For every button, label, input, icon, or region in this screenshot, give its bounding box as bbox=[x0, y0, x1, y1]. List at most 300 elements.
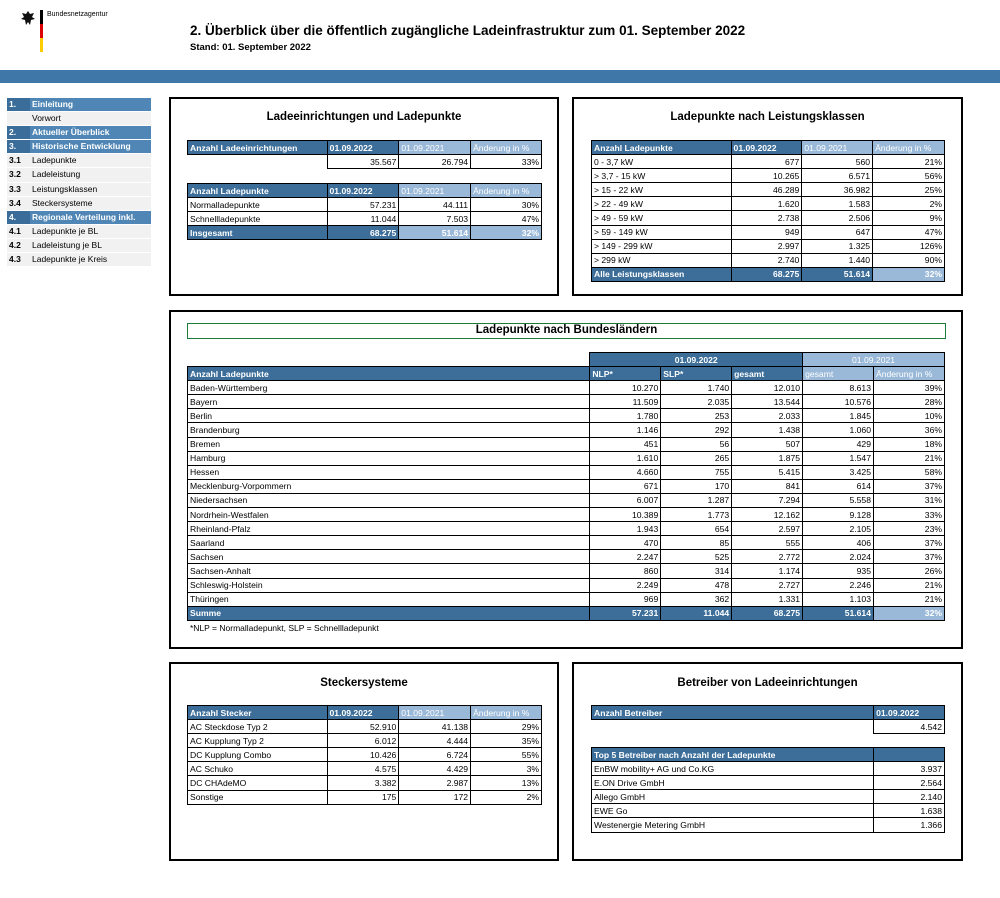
table-row bbox=[592, 225, 945, 239]
value-cell: 1.875 bbox=[732, 451, 803, 465]
value-cell: 175 bbox=[327, 790, 399, 804]
nav-item-number bbox=[7, 112, 30, 125]
table-row bbox=[188, 198, 542, 212]
table-row bbox=[188, 790, 542, 804]
column-header: 01.09.2021 bbox=[399, 184, 471, 198]
value-cell: 2.727 bbox=[732, 578, 803, 592]
table-row bbox=[188, 395, 945, 409]
nav-item-label: Ladepunkte bbox=[32, 155, 77, 166]
value-cell: 614 bbox=[803, 479, 874, 493]
table-row bbox=[188, 423, 945, 437]
nav-item-label: Ladeleistung je BL bbox=[32, 239, 102, 250]
row-label: Schleswig-Holstein bbox=[188, 578, 590, 592]
date-header-row bbox=[188, 353, 945, 367]
row-label: Bremen bbox=[188, 437, 590, 451]
value-cell: 1.103 bbox=[803, 592, 874, 606]
row-label: > 15 - 22 kW bbox=[592, 183, 732, 197]
table-row bbox=[592, 720, 945, 734]
value-cell: 36% bbox=[873, 423, 944, 437]
value-cell: 2.247 bbox=[590, 550, 661, 564]
value-cell: 314 bbox=[661, 564, 732, 578]
table-row bbox=[188, 155, 542, 169]
value-cell: 44.111 bbox=[399, 198, 471, 212]
column-header: NLP* bbox=[590, 367, 661, 381]
value-cell: 11.044 bbox=[327, 212, 399, 226]
value-cell: 8.613 bbox=[803, 381, 874, 395]
total-row bbox=[592, 267, 945, 281]
value-cell: 2.249 bbox=[590, 578, 661, 592]
value-cell: 1.780 bbox=[590, 409, 661, 423]
value-cell: 30% bbox=[471, 198, 542, 212]
value-cell: 3.937 bbox=[874, 762, 945, 776]
value-cell: 10.265 bbox=[731, 169, 802, 183]
row-label: Sonstige bbox=[188, 790, 328, 804]
row-label: Bayern bbox=[188, 395, 590, 409]
row-label: > 59 - 149 kW bbox=[592, 225, 732, 239]
value-cell: 677 bbox=[731, 155, 802, 169]
row-label: Nordrhein-Westfalen bbox=[188, 508, 590, 522]
value-cell: 1.060 bbox=[803, 423, 874, 437]
value-cell: 47% bbox=[471, 212, 542, 226]
value-cell: 12.162 bbox=[732, 508, 803, 522]
value-cell: 35% bbox=[471, 734, 542, 748]
sidebar-nav bbox=[7, 98, 151, 267]
row-label: Sachsen bbox=[188, 550, 590, 564]
value-cell: 29% bbox=[471, 720, 542, 734]
table-row bbox=[188, 762, 542, 776]
table-row bbox=[188, 508, 945, 522]
eagle-icon bbox=[20, 10, 36, 28]
row-label: > 299 kW bbox=[592, 253, 732, 267]
value-cell: 4.444 bbox=[399, 734, 471, 748]
nav-item-number: 3.1 bbox=[9, 155, 21, 166]
row-label: Sachsen-Anhalt bbox=[188, 564, 590, 578]
nav-item-label: Ladepunkte je BL bbox=[32, 225, 99, 236]
value-cell: 10.576 bbox=[803, 395, 874, 409]
value-cell: 2.597 bbox=[732, 522, 803, 536]
column-header: gesamt bbox=[732, 367, 803, 381]
empty-cell bbox=[188, 155, 328, 169]
nav-item-label: Ladepunkte je Kreis bbox=[32, 254, 108, 265]
nav-item-3-2[interactable] bbox=[7, 168, 151, 182]
nav-item-number: 3.3 bbox=[9, 183, 21, 194]
table-header-row bbox=[188, 706, 542, 720]
table-row bbox=[188, 720, 542, 734]
row-label: E.ON Drive GmbH bbox=[592, 776, 874, 790]
value-cell: 647 bbox=[802, 225, 873, 239]
value-cell: 21% bbox=[873, 155, 945, 169]
value-cell: 362 bbox=[661, 592, 732, 606]
value-cell: 21% bbox=[873, 578, 944, 592]
column-header: Anzahl Betreiber bbox=[592, 706, 874, 720]
panel-title-leistungsklassen: Ladepunkte nach Leistungsklassen bbox=[670, 111, 865, 123]
total-value: 68.275 bbox=[731, 267, 802, 281]
table-row bbox=[188, 536, 945, 550]
table-row bbox=[592, 804, 945, 818]
nav-item-4-[interactable] bbox=[7, 211, 151, 225]
row-label: Saarland bbox=[188, 536, 590, 550]
row-label: > 22 - 49 kW bbox=[592, 197, 732, 211]
value-cell: 1.773 bbox=[661, 508, 732, 522]
table-header-row bbox=[188, 367, 945, 381]
value-cell: 2.738 bbox=[731, 211, 802, 225]
column-header: Änderung in % bbox=[873, 367, 944, 381]
row-label: Berlin bbox=[188, 409, 590, 423]
value-cell: 7.294 bbox=[732, 493, 803, 507]
value-cell: 2.105 bbox=[803, 522, 874, 536]
value-cell: 429 bbox=[803, 437, 874, 451]
column-header: 01.09.2022 bbox=[327, 706, 399, 720]
table-row bbox=[188, 522, 945, 536]
value-cell: 1.610 bbox=[590, 451, 661, 465]
table-row bbox=[188, 748, 542, 762]
total-row bbox=[188, 226, 542, 240]
value-cell: 26% bbox=[873, 564, 944, 578]
value-cell: 654 bbox=[661, 522, 732, 536]
value-cell: 478 bbox=[661, 578, 732, 592]
value-cell: 9% bbox=[873, 211, 945, 225]
org-name: Bundesnetzagentur bbox=[47, 11, 108, 18]
value-cell: 860 bbox=[590, 564, 661, 578]
nav-item-4-3[interactable] bbox=[7, 253, 151, 267]
nav-item-label: Historische Entwicklung bbox=[30, 140, 151, 153]
value-cell: 172 bbox=[399, 790, 471, 804]
table-ladeeinrichtungen bbox=[187, 140, 542, 169]
value-cell: 1.740 bbox=[661, 381, 732, 395]
value-cell: 2.740 bbox=[731, 253, 802, 267]
total-label: Summe bbox=[188, 606, 590, 620]
value-cell: 25% bbox=[873, 183, 945, 197]
column-header: Anzahl Ladepunkte bbox=[592, 141, 732, 155]
row-label: Mecklenburg-Vorpommern bbox=[188, 479, 590, 493]
value-cell: 170 bbox=[661, 479, 732, 493]
table-row bbox=[188, 381, 945, 395]
value-cell: 560 bbox=[802, 155, 873, 169]
date-2022-header: 01.09.2022 bbox=[590, 353, 803, 367]
column-header: 01.09.2021 bbox=[399, 141, 471, 155]
value-cell: 1.943 bbox=[590, 522, 661, 536]
nav-item-number: 3. bbox=[9, 141, 17, 152]
total-value: 32% bbox=[873, 267, 945, 281]
value-cell: 33% bbox=[471, 155, 542, 169]
nav-item-number: 4.1 bbox=[9, 225, 21, 236]
page-subtitle: Stand: 01. September 2022 bbox=[190, 42, 311, 53]
table-ladepunkte bbox=[187, 183, 542, 240]
value-cell: 3.382 bbox=[327, 776, 399, 790]
value-cell: 1.547 bbox=[803, 451, 874, 465]
column-header: 01.09.2022 bbox=[327, 184, 399, 198]
bnetza-logo bbox=[20, 10, 140, 60]
nav-item-4-2[interactable] bbox=[7, 239, 151, 253]
table-row bbox=[188, 493, 945, 507]
value-cell: 1.583 bbox=[802, 197, 873, 211]
column-header: Top 5 Betreiber nach Anzahl der Ladepunkte bbox=[592, 748, 874, 762]
value-cell: 33% bbox=[873, 508, 944, 522]
row-label: Rheinland-Pfalz bbox=[188, 522, 590, 536]
nav-item-label: Einleitung bbox=[30, 98, 151, 111]
value-cell: 935 bbox=[803, 564, 874, 578]
value-cell: 37% bbox=[873, 550, 944, 564]
value-cell: 671 bbox=[590, 479, 661, 493]
column-header: gesamt bbox=[803, 367, 874, 381]
value-cell: 292 bbox=[661, 423, 732, 437]
row-label: Hamburg bbox=[188, 451, 590, 465]
row-label: Niedersachsen bbox=[188, 493, 590, 507]
nav-item-number: 2. bbox=[9, 127, 17, 138]
total-value: 32% bbox=[873, 606, 944, 620]
value-cell: 4.575 bbox=[327, 762, 399, 776]
nav-item-3-1[interactable] bbox=[7, 154, 151, 168]
table-row bbox=[188, 479, 945, 493]
table-row bbox=[188, 592, 945, 606]
total-value: 68.275 bbox=[732, 606, 803, 620]
column-header: SLP* bbox=[661, 367, 732, 381]
row-label: AC Steckdose Typ 2 bbox=[188, 720, 328, 734]
panel-title-bundeslaender: Ladepunkte nach Bundesländern bbox=[475, 324, 658, 336]
flag-stripes bbox=[40, 10, 43, 52]
nav-item-label: Vorwort bbox=[32, 113, 61, 124]
column-header: Änderung in % bbox=[873, 141, 945, 155]
nav-item-number: 4.3 bbox=[9, 254, 21, 265]
table-bundeslaender bbox=[187, 352, 945, 621]
row-label: Schnellladepunkte bbox=[188, 212, 328, 226]
value-cell: 21% bbox=[873, 592, 944, 606]
value-cell: 31% bbox=[873, 493, 944, 507]
value-cell: 6.012 bbox=[327, 734, 399, 748]
table-row bbox=[188, 437, 945, 451]
table-row bbox=[188, 465, 945, 479]
table-row bbox=[592, 155, 945, 169]
total-value: 51.614 bbox=[803, 606, 874, 620]
column-header: Anzahl Ladepunkte bbox=[188, 184, 328, 198]
value-cell: 85 bbox=[661, 536, 732, 550]
value-cell: 1.174 bbox=[732, 564, 803, 578]
value-cell: 37% bbox=[873, 479, 944, 493]
row-label: 0 - 3,7 kW bbox=[592, 155, 732, 169]
value-cell: 4.660 bbox=[590, 465, 661, 479]
page-title: 2. Überblick über die öffentlich zugängliche Ladeinfrastruktur zum 01. September 2022 bbox=[190, 23, 746, 38]
empty-cell bbox=[592, 720, 874, 734]
total-row bbox=[188, 606, 945, 620]
value-cell: 969 bbox=[590, 592, 661, 606]
column-header: 01.09.2021 bbox=[802, 141, 873, 155]
value-cell: 2.033 bbox=[732, 409, 803, 423]
table-row bbox=[592, 211, 945, 225]
nav-item-4-1[interactable] bbox=[7, 225, 151, 239]
value-cell: 2.246 bbox=[803, 578, 874, 592]
table-leistungsklassen bbox=[591, 140, 945, 282]
value-cell: 36.982 bbox=[802, 183, 873, 197]
value-cell: 841 bbox=[732, 479, 803, 493]
row-label: EnBW mobility+ AG und Co.KG bbox=[592, 762, 874, 776]
total-label: Alle Leistungsklassen bbox=[592, 267, 732, 281]
value-cell: 52.910 bbox=[327, 720, 399, 734]
table-betreiber-top5 bbox=[591, 747, 945, 833]
value-cell: 90% bbox=[873, 253, 945, 267]
value-cell: 2.564 bbox=[874, 776, 945, 790]
row-label: Normalladepunkte bbox=[188, 198, 328, 212]
table-header-row bbox=[188, 184, 542, 198]
column-header: 01.09.2022 bbox=[327, 141, 399, 155]
value-cell: 2.024 bbox=[803, 550, 874, 564]
value-cell: 406 bbox=[803, 536, 874, 550]
row-label: AC Kupplung Typ 2 bbox=[188, 734, 328, 748]
value-cell: 37% bbox=[873, 536, 944, 550]
value-cell: 2.997 bbox=[731, 239, 802, 253]
value-cell: 1.620 bbox=[731, 197, 802, 211]
row-label: Hessen bbox=[188, 465, 590, 479]
row-label: Westenergie Metering GmbH bbox=[592, 818, 874, 832]
row-label: Baden-Württemberg bbox=[188, 381, 590, 395]
table-row bbox=[592, 183, 945, 197]
table-row bbox=[592, 253, 945, 267]
row-label: > 49 - 59 kW bbox=[592, 211, 732, 225]
value-cell: 949 bbox=[731, 225, 802, 239]
value-cell: 1.845 bbox=[803, 409, 874, 423]
footnote: *NLP = Normalladepunkt, SLP = Schnellladepunkt bbox=[190, 623, 379, 633]
empty-cell bbox=[188, 353, 590, 367]
nav-item-label: Leistungsklassen bbox=[32, 183, 98, 194]
nav-item-number: 3.2 bbox=[9, 169, 21, 180]
column-header: Änderung in % bbox=[471, 706, 542, 720]
value-cell: 18% bbox=[873, 437, 944, 451]
value-cell: 11.509 bbox=[590, 395, 661, 409]
value-cell: 28% bbox=[873, 395, 944, 409]
table-row bbox=[592, 818, 945, 832]
value-cell: 12.010 bbox=[732, 381, 803, 395]
value-cell: 56 bbox=[661, 437, 732, 451]
value-cell: 13.544 bbox=[732, 395, 803, 409]
table-row bbox=[188, 776, 542, 790]
value-cell: 56% bbox=[873, 169, 945, 183]
value-cell: 9.128 bbox=[803, 508, 874, 522]
column-header: Anzahl Stecker bbox=[188, 706, 328, 720]
column-header: Anzahl Ladeeinrichtungen bbox=[188, 141, 328, 155]
table-steckersysteme bbox=[187, 705, 542, 805]
nav-item-vorwort[interactable] bbox=[7, 112, 151, 126]
column-header bbox=[874, 748, 945, 762]
table-row bbox=[592, 169, 945, 183]
header-band bbox=[0, 70, 1000, 83]
value-cell: 21% bbox=[873, 451, 944, 465]
table-row bbox=[188, 564, 945, 578]
nav-item-label: Ladeleistung bbox=[32, 169, 81, 180]
value-cell: 1.366 bbox=[874, 818, 945, 832]
nav-item-2-[interactable] bbox=[7, 126, 151, 140]
total-label: Insgesamt bbox=[188, 226, 328, 240]
nav-item-number: 4.2 bbox=[9, 239, 21, 250]
value-cell: 253 bbox=[661, 409, 732, 423]
row-label: Allego GmbH bbox=[592, 790, 874, 804]
value-cell: 507 bbox=[732, 437, 803, 451]
nav-item-3-[interactable] bbox=[7, 140, 151, 154]
value-cell: 2% bbox=[873, 197, 945, 211]
nav-item-label: Regionale Verteilung inkl. bbox=[30, 211, 151, 224]
column-header: Anzahl Ladepunkte bbox=[188, 367, 590, 381]
total-value: 68.275 bbox=[327, 226, 399, 240]
value-cell: 1.146 bbox=[590, 423, 661, 437]
date-2021-header: 01.09.2021 bbox=[803, 353, 945, 367]
value-cell: 10% bbox=[873, 409, 944, 423]
nav-item-number: 3.4 bbox=[9, 197, 21, 208]
table-betreiber-anzahl bbox=[591, 705, 945, 734]
value-cell: 2.140 bbox=[874, 790, 945, 804]
table-row bbox=[592, 790, 945, 804]
value-cell: 5.558 bbox=[803, 493, 874, 507]
panel-title-steckersysteme: Steckersysteme bbox=[320, 677, 408, 689]
value-cell: 3.425 bbox=[803, 465, 874, 479]
column-header: 01.09.2021 bbox=[399, 706, 471, 720]
value-cell: 555 bbox=[732, 536, 803, 550]
value-cell: 2.506 bbox=[802, 211, 873, 225]
row-label: Thüringen bbox=[188, 592, 590, 606]
table-header-row bbox=[592, 141, 945, 155]
value-cell: 6.724 bbox=[399, 748, 471, 762]
total-value: 51.614 bbox=[399, 226, 471, 240]
column-header: Änderung in % bbox=[471, 184, 542, 198]
value-cell: 10.389 bbox=[590, 508, 661, 522]
table-row bbox=[592, 762, 945, 776]
nav-item-1-[interactable] bbox=[7, 98, 151, 112]
total-value: 51.614 bbox=[802, 267, 873, 281]
row-label: DC Kupplung Combo bbox=[188, 748, 328, 762]
value-cell: 451 bbox=[590, 437, 661, 451]
value-cell: 525 bbox=[661, 550, 732, 564]
value-cell: 2.035 bbox=[661, 395, 732, 409]
row-label: AC Schuko bbox=[188, 762, 328, 776]
nav-item-number: 4. bbox=[9, 211, 17, 222]
row-label: > 149 - 299 kW bbox=[592, 239, 732, 253]
value-cell: 10.426 bbox=[327, 748, 399, 762]
value-cell: 23% bbox=[873, 522, 944, 536]
value-cell: 10.270 bbox=[590, 381, 661, 395]
value-cell: 1.325 bbox=[802, 239, 873, 253]
nav-item-3-4[interactable] bbox=[7, 197, 151, 211]
value-cell: 7.503 bbox=[399, 212, 471, 226]
table-row bbox=[188, 212, 542, 226]
value-cell: 755 bbox=[661, 465, 732, 479]
column-header: Änderung in % bbox=[471, 141, 542, 155]
total-value: 11.044 bbox=[661, 606, 732, 620]
value-cell: 1.331 bbox=[732, 592, 803, 606]
value-cell: 26.794 bbox=[399, 155, 471, 169]
value-cell: 2.772 bbox=[732, 550, 803, 564]
value-cell: 1.438 bbox=[732, 423, 803, 437]
table-header-row bbox=[592, 748, 945, 762]
total-value: 57.231 bbox=[590, 606, 661, 620]
panel-title-ladeeinrichtungen: Ladeeinrichtungen und Ladepunkte bbox=[266, 111, 462, 123]
value-cell: 6.007 bbox=[590, 493, 661, 507]
value-cell: 6.571 bbox=[802, 169, 873, 183]
value-cell: 4.542 bbox=[874, 720, 945, 734]
table-header-row bbox=[188, 141, 542, 155]
value-cell: 39% bbox=[873, 381, 944, 395]
table-header-row bbox=[592, 706, 945, 720]
value-cell: 58% bbox=[873, 465, 944, 479]
value-cell: 57.231 bbox=[327, 198, 399, 212]
nav-item-3-3[interactable] bbox=[7, 183, 151, 197]
value-cell: 1.440 bbox=[802, 253, 873, 267]
value-cell: 35.567 bbox=[327, 155, 399, 169]
value-cell: 2.987 bbox=[399, 776, 471, 790]
nav-item-label: Aktueller Überblick bbox=[30, 126, 151, 139]
column-header: 01.09.2022 bbox=[731, 141, 802, 155]
value-cell: 1.287 bbox=[661, 493, 732, 507]
value-cell: 2% bbox=[471, 790, 542, 804]
total-value: 32% bbox=[471, 226, 542, 240]
table-row bbox=[592, 776, 945, 790]
table-row bbox=[188, 409, 945, 423]
